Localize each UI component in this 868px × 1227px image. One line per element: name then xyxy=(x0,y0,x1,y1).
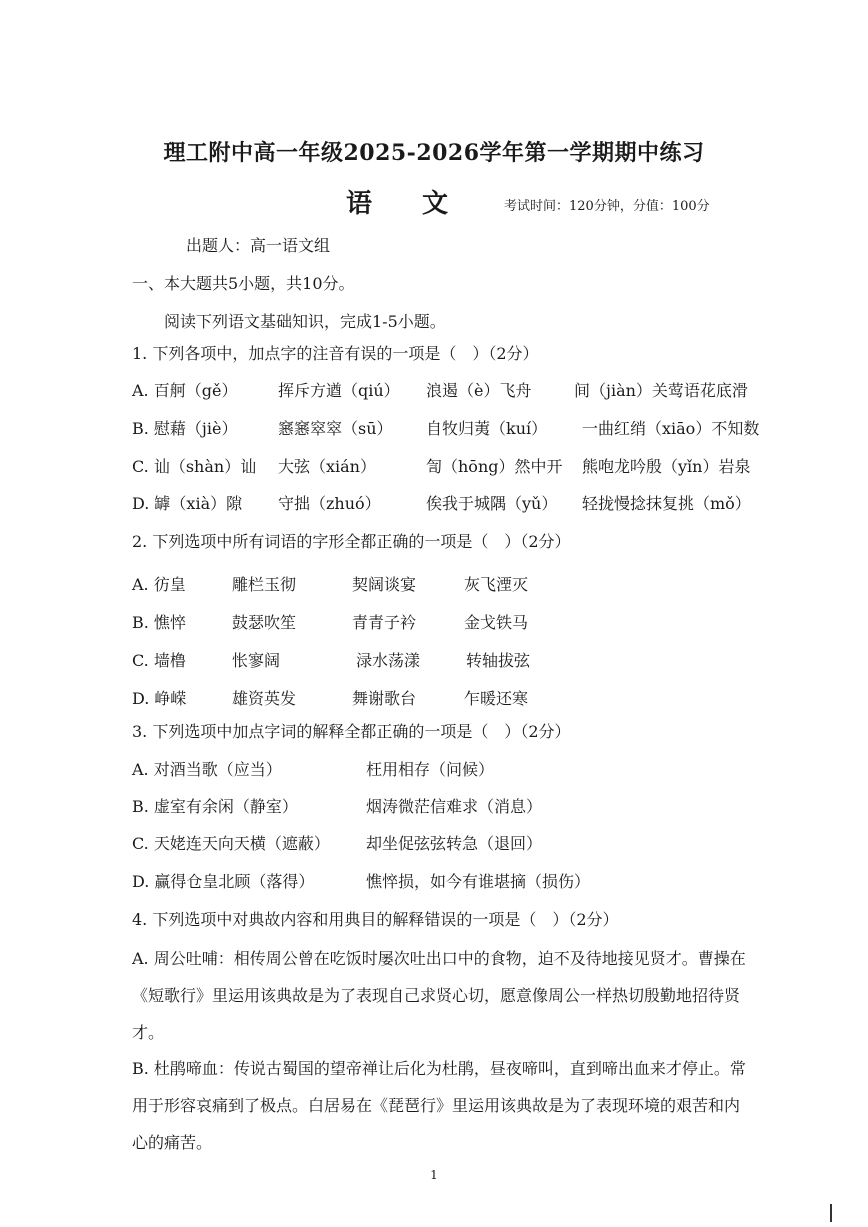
q1-b-4: 一曲红绡（xiāo）不知数 xyxy=(582,419,760,438)
q1-c-2: 大弦（xián） xyxy=(278,457,376,476)
q2-b-2: 鼓瑟吹笙 xyxy=(232,613,297,632)
question-2-stem: 2. 下列选项中所有词语的字形全都正确的一项是（ ）（2分） xyxy=(132,532,571,551)
q2-a-2: 雕栏玉彻 xyxy=(232,575,297,594)
q3-d-1: D. 赢得仓皇北顾（落得） xyxy=(132,872,315,891)
q2-a-4: 灰飞湮灭 xyxy=(464,575,529,594)
q1-b-2: 窸窸窣窣（sū） xyxy=(278,419,393,438)
q2-d-1: D. 峥嵘 xyxy=(132,689,187,708)
q2-a-1: A. 彷皇 xyxy=(132,575,186,594)
q2-a-3: 契阔谈宴 xyxy=(352,575,417,594)
q3-a-2: 枉用相存（问候） xyxy=(366,760,495,779)
q1-a-3: 浪遏（è）飞舟 xyxy=(426,381,532,400)
q1-d-4: 轻拢慢捻抹复挑（mǒ） xyxy=(582,494,751,513)
q1-c-3: 訇（hōng）然中开 xyxy=(426,457,563,476)
q3-c-2: 却坐促弦弦转急（退回） xyxy=(366,834,543,853)
exam-title: 理工附中高一年级2025-2026学年第一学期期中练习 xyxy=(163,140,705,166)
q2-d-3: 舞谢歌台 xyxy=(352,689,417,708)
q3-a-1: A. 对酒当歌（应当） xyxy=(132,760,282,779)
q3-d-2: 憔悴损，如今有谁堪摘（损伤） xyxy=(366,872,591,891)
q2-c-4: 转轴拔弦 xyxy=(466,651,531,670)
question-4-stem: 4. 下列选项中对典故内容和用典目的解释错误的一项是（ ）（2分） xyxy=(132,910,619,929)
q2-b-1: B. 憔悴 xyxy=(132,613,186,632)
q2-b-3: 青青子衿 xyxy=(352,613,417,632)
q3-c-1: C. 天姥连天向天横（遮蔽） xyxy=(132,834,330,853)
page-number: 1 xyxy=(430,1168,438,1182)
q1-a-1: A. 百舸（gě） xyxy=(132,381,238,400)
q1-d-2: 守拙（zhuó） xyxy=(278,494,381,513)
q1-b-1: B. 慰藉（jiè） xyxy=(132,419,238,438)
q4-option-a: A. 周公吐哺：相传周公曾在吃饭时屡次吐出口中的食物，迫不及待地接见贤才。曹操在《短歌行》里运用该典故是为了表现自己求贤心切，愿意像周公一样热切殷勤地招待贤才。 xyxy=(132,949,746,1042)
section-heading: 一、本大题共5小题，共10分。 xyxy=(132,274,355,293)
q1-a-4: 间（jiàn）关莺语花底滑 xyxy=(574,381,748,400)
q3-b-2: 烟涛微茫信难求（消息） xyxy=(366,797,543,816)
q2-c-2: 怅寥阔 xyxy=(232,651,281,670)
q2-c-1: C. 墙橹 xyxy=(132,651,186,670)
q1-d-1: D. 罅（xià）隙 xyxy=(132,494,243,513)
q2-d-2: 雄资英发 xyxy=(232,689,297,708)
question-3-stem: 3. 下列选项中加点字词的解释全都正确的一项是（ ）（2分） xyxy=(132,722,571,741)
scan-edge-mark xyxy=(830,1204,832,1222)
q2-d-4: 乍暖还寒 xyxy=(464,689,529,708)
q1-b-3: 自牧归荑（kuí） xyxy=(426,419,548,438)
exam-info: 考试时间：120分钟，分值：100分 xyxy=(504,199,710,214)
q4-option-b: B. 杜鹃啼血：传说古蜀国的望帝禅让后化为杜鹃，昼夜啼叫，直到啼出血来才停止。常用于形容哀痛到了极点。白居易在《琵琶行》里运用该典故是为了表现环境的艰苦和内心的痛苦。 xyxy=(132,1059,746,1152)
author-line: 出题人：高一语文组 xyxy=(186,236,331,255)
q3-b-1: B. 虚室有余闲（静室） xyxy=(132,797,298,816)
question-1-stem: 1. 下列各项中，加点字的注音有误的一项是（ ）（2分） xyxy=(132,344,539,363)
q2-b-4: 金戈铁马 xyxy=(464,613,529,632)
q1-a-2: 挥斥方遒（qiú） xyxy=(278,381,400,400)
section-intro: 阅读下列语文基础知识，完成1-5小题。 xyxy=(164,312,446,331)
q1-c-4: 熊咆龙吟殷（yǐn）岩泉 xyxy=(582,457,751,476)
subject-title: 语文 xyxy=(346,189,499,219)
q2-c-3: 渌水荡漾 xyxy=(356,651,421,670)
q1-c-1: C. 讪（shàn）讪 xyxy=(132,457,257,476)
q1-d-3: 俟我于城隅（yǔ） xyxy=(426,494,558,513)
